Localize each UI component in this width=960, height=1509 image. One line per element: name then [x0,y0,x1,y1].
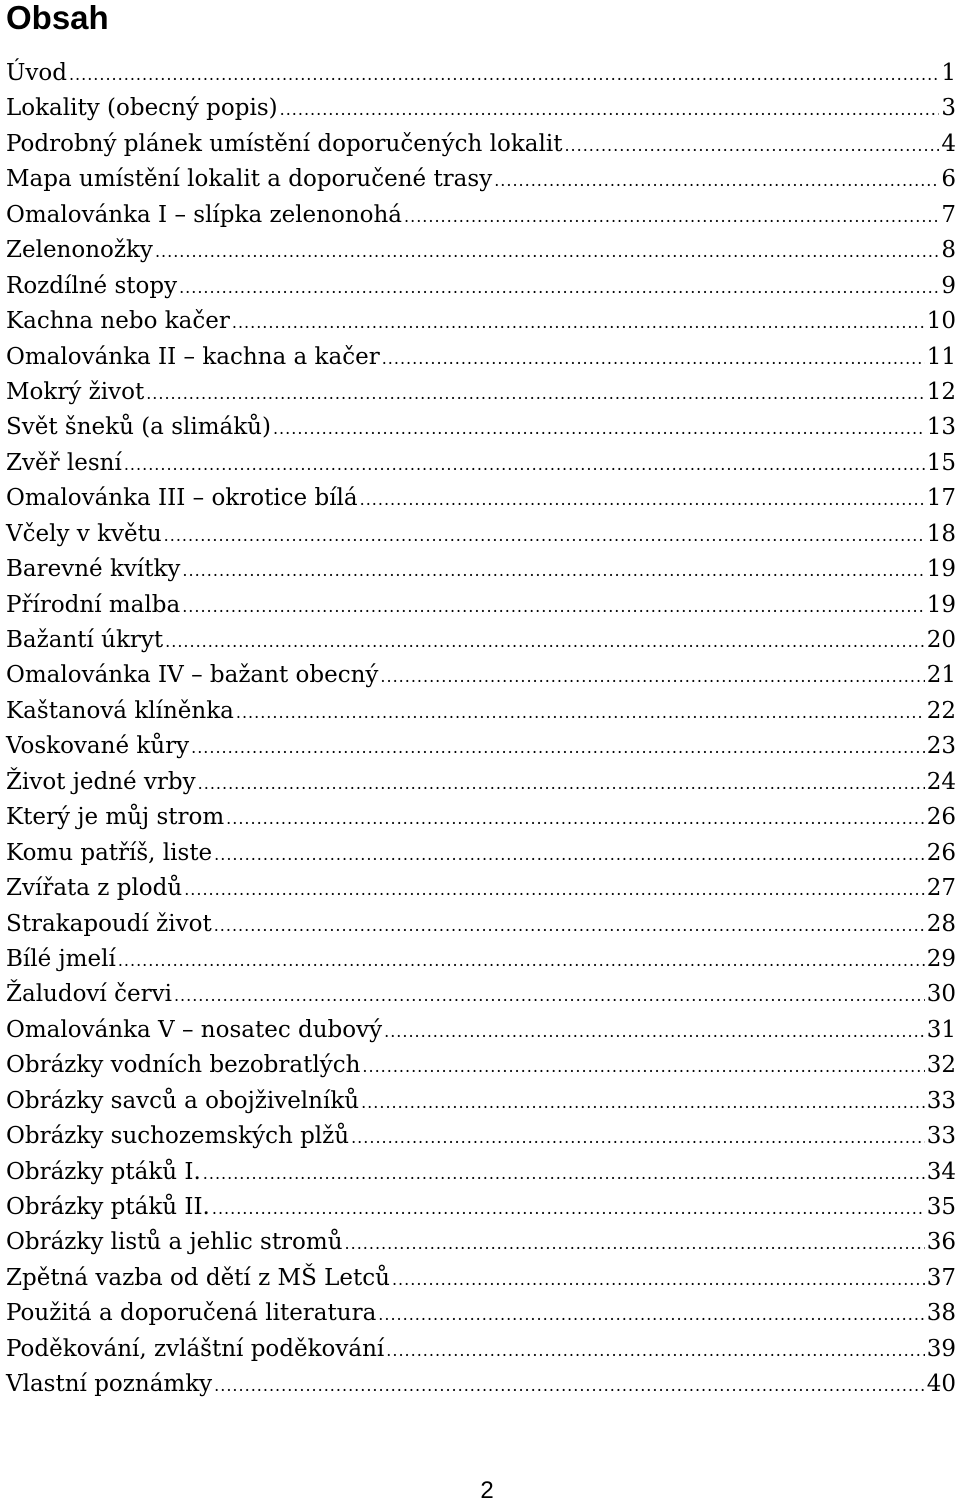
toc-dot-leader [174,978,925,1013]
toc-dot-leader [360,482,925,517]
toc-entry-page: 10 [926,308,956,335]
toc-entry-page: 28 [926,910,956,937]
toc-dot-leader [384,1014,925,1049]
toc-entry-title: Omalovánka I – slípka zelenonohá [6,201,403,228]
toc-entry[interactable] [6,1048,956,1083]
toc-entry-title: Barevné kvítky [6,556,181,583]
toc-dot-leader [165,624,925,659]
toc-entry[interactable] [6,1119,956,1154]
toc-entry-page: 11 [926,343,956,370]
toc-entry[interactable] [6,623,956,658]
toc-entry-title: Kaštanová klíněnka [6,697,234,724]
toc-entry-page: 4 [941,130,956,157]
toc-entry-page: 13 [926,414,956,441]
toc-dot-leader [378,1297,924,1332]
toc-dot-leader [362,1049,924,1084]
toc-entry-page: 30 [926,981,956,1008]
toc-entry[interactable] [6,765,956,800]
toc-dot-leader [179,270,939,305]
toc-entry[interactable] [6,481,956,516]
toc-entry-page: 34 [926,1158,956,1185]
toc-entry-title: Žaludoví červi [6,981,172,1008]
toc-dot-leader [182,589,925,624]
toc-entry-title: Zpětná vazba od dětí z MŠ Letců [6,1264,390,1291]
toc-entry[interactable] [6,1261,956,1296]
toc-entry-page: 33 [926,1087,956,1114]
toc-entry-title: Lokality (obecný popis) [6,95,278,122]
toc-dot-leader [345,1226,925,1261]
toc-entry[interactable] [6,1367,956,1402]
toc-entry-title: Zelenonožky [6,237,153,264]
toc-entry-page: 32 [926,1052,956,1079]
toc-entry-title: Rozdílné stopy [6,272,178,299]
toc-entry[interactable] [6,517,956,552]
toc-entry[interactable] [6,233,956,268]
toc-entry-title: Obrázky savců a obojživelníků [6,1087,360,1114]
toc-entry[interactable] [6,836,956,871]
toc-entry-title: Mokrý život [6,378,145,405]
toc-dot-leader [494,163,939,198]
toc-entry[interactable] [6,694,956,729]
toc-entry-title: Obrázky suchozemských plžů [6,1123,350,1150]
toc-entry-page: 37 [926,1264,956,1291]
toc-entry-page: 22 [926,697,956,724]
toc-entry-title: Vlastní poznámky [6,1371,213,1398]
toc-entry[interactable] [6,942,956,977]
toc-entry[interactable] [6,1084,956,1119]
toc-entry-title: Poděkování, zvláštní poděkování [6,1335,385,1362]
toc-entry[interactable] [6,1332,956,1367]
toc-entry[interactable] [6,56,956,91]
toc-entry-title: Zvěř lesní [6,449,122,476]
toc-entry-page: 8 [941,237,956,264]
toc-entry-page: 1 [941,60,956,86]
toc-entry-title: Komu patříš, liste [6,839,213,866]
toc-entry[interactable] [6,907,956,942]
toc-entry-page: 39 [926,1335,956,1362]
toc-dot-leader [146,376,925,411]
toc-dot-leader [380,659,924,694]
toc-dot-leader [203,1156,925,1191]
toc-entry[interactable] [6,1296,956,1331]
toc-entry-page: 26 [926,839,956,866]
toc-entry-page: 27 [926,875,956,902]
toc-entry-title: Včely v květu [6,520,162,547]
toc-entry-title: Bažantí úkryt [6,627,164,653]
toc-entry-title: Strakapoudí život [6,910,212,937]
toc-dot-leader [392,1262,925,1297]
toc-entry[interactable] [6,871,956,906]
toc-entry-title: Voskované kůry [6,733,190,760]
toc-entry[interactable] [6,552,956,587]
toc-entry-title: Který je můj strom [6,804,225,831]
toc-dot-leader [155,234,939,269]
toc-dot-leader [361,1085,925,1120]
toc-dot-leader [226,801,925,836]
toc-entry[interactable] [6,800,956,835]
toc-entry-page: 21 [926,662,956,689]
toc-entry-title: Omalovánka V – nosatec dubový [6,1016,383,1043]
toc-dot-leader [198,766,925,801]
toc-entry-page: 40 [926,1371,956,1398]
toc-dot-leader [273,411,925,446]
toc-entry[interactable] [6,588,956,623]
toc-entry[interactable] [6,729,956,764]
toc-entry-title: Omalovánka III – okrotice bílá [6,485,358,512]
toc-entry[interactable] [6,1225,956,1260]
toc-dot-leader [214,1368,925,1403]
toc-entry-page: 23 [926,733,956,760]
toc-entry-page: 38 [926,1300,956,1327]
toc-entry-title: Omalovánka IV – bažant obecný [6,662,379,689]
toc-entry-title: Život jedné vrby [6,768,196,795]
toc-entry-page: 26 [926,804,956,831]
toc-entry[interactable] [6,198,956,233]
toc-dot-leader [386,1333,924,1368]
toc-entry[interactable] [6,1155,956,1190]
toc-entry-page: 7 [941,201,956,228]
toc-dot-leader [564,128,939,163]
toc-entry-title: Kachna nebo kačer [6,308,230,335]
toc-entry[interactable] [6,977,956,1012]
toc-dot-leader [280,92,940,127]
toc-dot-leader [184,872,925,907]
toc-entry[interactable] [6,304,956,339]
toc-entry[interactable] [6,375,956,410]
toc-entry-page: 36 [926,1229,956,1256]
toc-entry-title: Obrázky ptáků II. [6,1194,210,1220]
page-number: 2 [480,1477,494,1504]
toc-dot-leader [404,199,939,234]
toc-entry-page: 33 [926,1123,956,1150]
toc-entry-page: 15 [926,449,956,476]
toc-entry-title: Zvířata z plodů [6,875,183,902]
toc-entry-page: 24 [926,768,956,795]
toc-dot-leader [212,1191,925,1226]
toc-dot-leader [124,447,925,482]
toc-entry-page: 9 [941,272,956,299]
toc-dot-leader [232,305,925,340]
toc-entry[interactable] [6,1190,956,1225]
toc-entry[interactable] [6,340,956,375]
toc-dot-leader [69,57,939,92]
toc-entry-page: 17 [926,485,956,512]
toc-dot-leader [382,341,925,376]
toc-entry-page: 20 [926,627,956,653]
toc-dot-leader [351,1120,925,1155]
toc-entry[interactable] [6,91,956,126]
toc-entry-title: Obrázky ptáků I. [6,1158,201,1185]
toc-entry-title: Přírodní malba [6,591,181,618]
toc-entry-title: Úvod [6,60,67,86]
toc-dot-leader [118,943,925,978]
toc-entry-title: Obrázky vodních bezobratlých [6,1052,361,1079]
toc-entry-title: Svět šneků (a slimáků) [6,414,271,441]
toc-entry-page: 3 [941,95,956,122]
toc-entry-page: 35 [926,1194,956,1220]
toc-entry[interactable] [6,658,956,693]
toc-entry[interactable] [6,269,956,304]
toc-entry-page: 6 [941,166,956,193]
toc-dot-leader [214,837,925,872]
toc-entry-title: Obrázky listů a jehlic stromů [6,1229,343,1256]
toc-entry-page: 31 [926,1016,956,1043]
toc-entry[interactable] [6,1013,956,1048]
toc-entry[interactable] [6,410,956,445]
toc-entry-title: Mapa umístění lokalit a doporučené trasy [6,166,493,193]
toc-dot-leader [164,518,925,553]
table-of-contents [6,56,956,1403]
toc-dot-leader [182,553,924,588]
toc-entry-title: Podrobný plánek umístění doporučených lokalit [6,130,563,157]
toc-dot-leader [191,730,925,765]
toc-entry-page: 19 [926,556,956,583]
toc-entry-page: 29 [926,945,956,972]
toc-entry-page: 18 [926,520,956,547]
toc-entry[interactable] [6,162,956,197]
toc-entry-title: Bílé jmelí [6,945,116,972]
toc-entry[interactable] [6,127,956,162]
toc-dot-leader [214,908,925,943]
toc-entry[interactable] [6,446,956,481]
toc-dot-leader [236,695,925,730]
toc-entry-page: 12 [926,378,956,405]
toc-entry-title: Použitá a doporučená literatura [6,1300,377,1327]
toc-entry-page: 19 [926,591,956,618]
toc-entry-title: Omalovánka II – kachna a kačer [6,343,380,370]
page-title: Obsah [6,0,109,36]
